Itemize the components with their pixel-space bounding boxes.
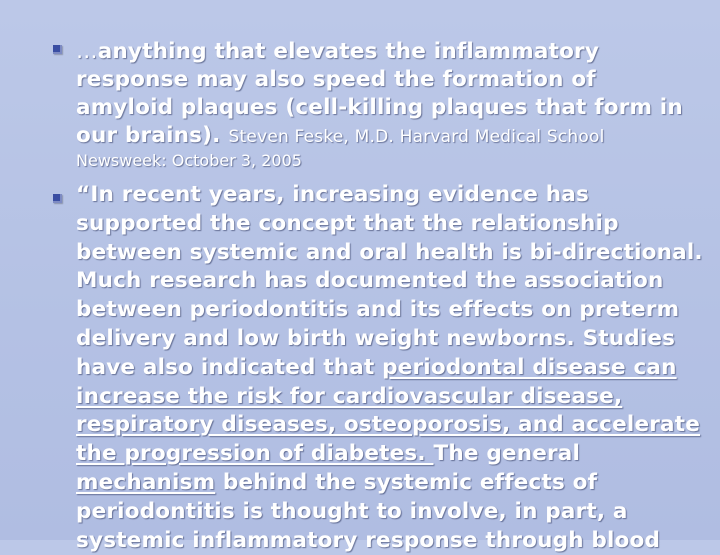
- quote-text: anything that elevates the inflammatory response may also speed the formation of amyloid plaques (cell-killing plaques that form in our brains).: [76, 39, 683, 148]
- ellipsis: …: [76, 39, 98, 64]
- square-bullet-icon: [53, 194, 62, 203]
- quote-attribution: Steven Feske, M.D. Harvard Medical School: [228, 127, 605, 147]
- quote-paragraph: [76, 38, 696, 151]
- evidence-paragraph: [76, 181, 706, 555]
- underlined-risk-text: periodontal disease can increase the risk for cardiovascular disease, respiratory diseases, osteoporosis, and accelerate the progression of diabetes.: [76, 354, 701, 467]
- evidence-text-b: The general: [433, 441, 581, 467]
- evidence-text-c: behind the systemic effects of periodontitis is thought to involve, in part, a systemic inflammatory response through blood: [76, 469, 661, 553]
- underlined-mechanism: mechanism: [76, 469, 216, 495]
- quote-source: Newsweek: October 3, 2005: [76, 151, 302, 170]
- evidence-text-a: “In recent years, increasing evidence has supported the concept that the relationship between systemic and oral health is bi-directional. Much research has documented the association between periodontitis and its effects on preterm delivery and low birth weight newborns. Studies have also indicated that: [76, 182, 703, 380]
- square-bullet-icon: [53, 45, 62, 54]
